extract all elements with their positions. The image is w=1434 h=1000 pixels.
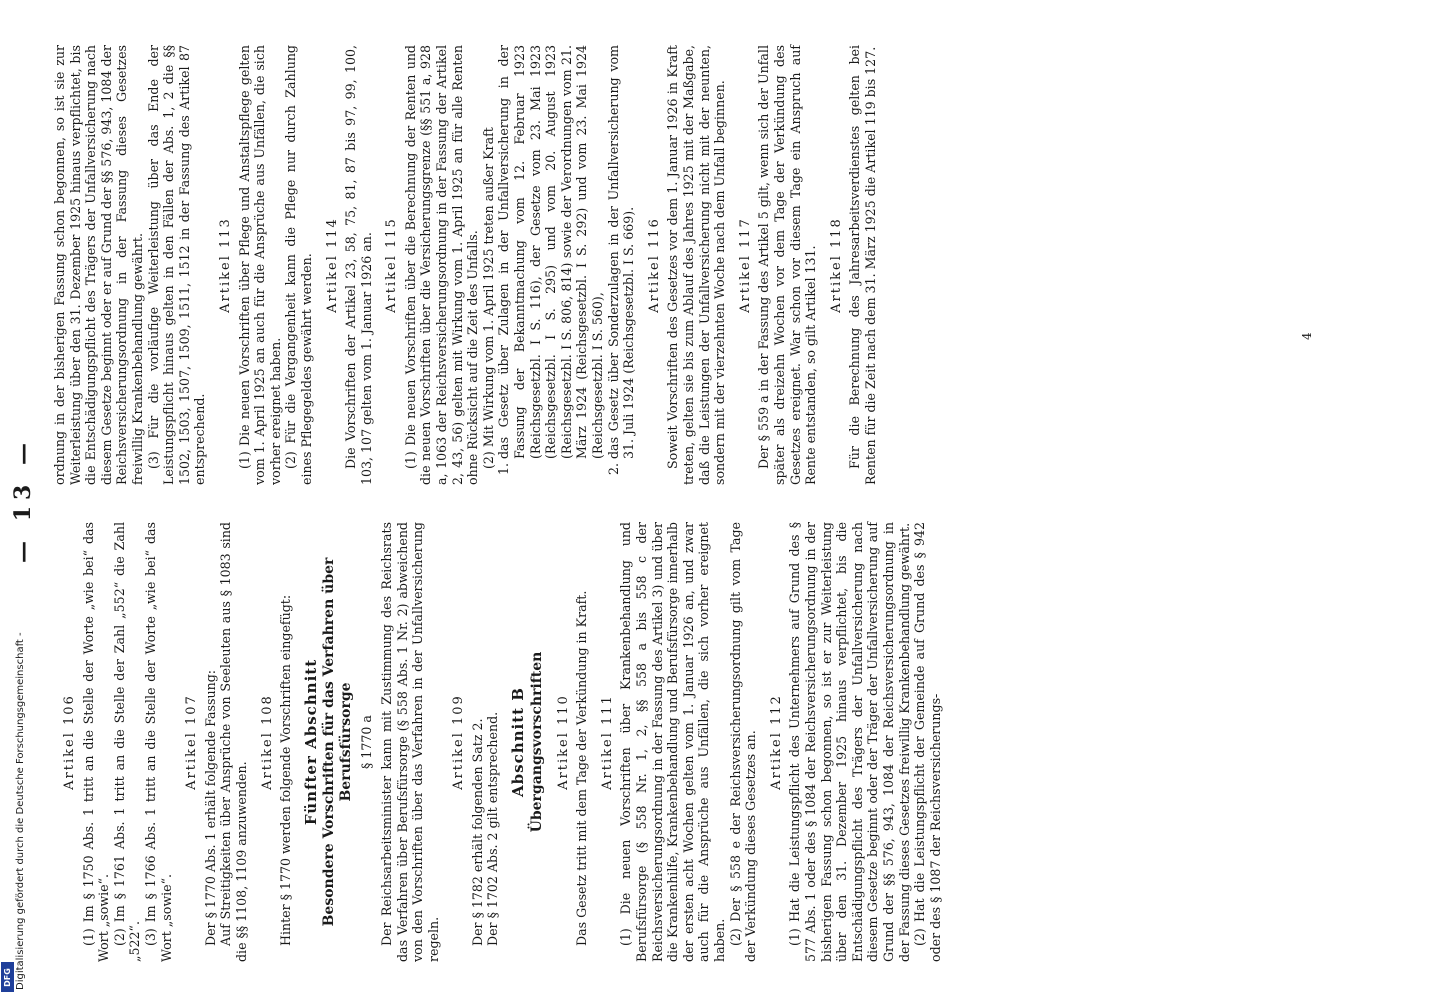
article-106-title: Artikel 106 (62, 694, 77, 790)
continuation-text-2: (3) Für die vorläufige Weiterleistung über das Ende der Leistungspflicht hinaus gelten in den Fällen der Abs. 1, 2 die §§ 1502, 1503, 1507, 1509, 1511, 1512 in der Fassung des Artikel 87 entsprechend. (145, 45, 208, 485)
article-109-title: Artikel 109 (451, 694, 467, 790)
section-5-title: Fünfter Abschnitt (301, 658, 320, 826)
dfg-logo-text: DFG (3, 967, 13, 987)
article-117-title: Artikel 117 (737, 217, 753, 313)
list-item: 2. das Gesetz über Sonderzulagen in der Unfallversicherung vom 31. Juli 1924 (Reichsgesetzbl. I S. 669). (606, 45, 637, 459)
article-106-p3: (3) Im § 1766 Abs. 1 tritt an die Stelle der Worte „wie bei“ das Wort „sowie“. (142, 522, 174, 962)
article-118-p1: Für die Berechnung des Jahresarbeitsverdienstes gelten bei Renten für die Zeit nach dem 31. März 1925 die Artikel 119 bis 127. (847, 45, 878, 485)
article-109-p2: Der § 1702 Abs. 2 gilt entsprechend. (485, 711, 501, 946)
article-115-p1: (1) Die neuen Vorschriften über die Berechnung der Renten und die neuen Vorschriften über die Versicherungsgrenze (§§ 551 a, 928 a, 1063 der Reichsversicherungsordnung in der Fassung der Artikel 2, 43, 56) gelten mit Wirkung vom 1. April 1925 an für alle Renten ohne Rücksicht auf die Zeit des Unfalls. (402, 45, 481, 485)
list-item: 1. das Gesetz über Zulagen in der Unfallversicherung in der Fassung der Bekanntmachung vom 12. Februar 1923 (Reichsgesetzbl. I S. 116), der Gesetze vom 23. Mai 1923 (Reichsgesetzbl. I S. 295) und vom 20. August 1923 (Reichsgesetzbl. I S. 806, 814) sowie der Verordnungen vom 21. März 1924 (Reichsgesetzbl. I S. 292) und vom 23. Mai 1924 (Reichsgesetzbl. I S. 560), (496, 45, 605, 459)
article-115-p2: (2) Mit Wirkung vom 1. April 1925 treten außer Kraft (480, 127, 496, 469)
article-107-p1: Der § 1770 Abs. 1 erhält folgende Fassung: (202, 669, 218, 946)
article-113-title: Artikel 113 (217, 217, 233, 313)
article-107-title: Artikel 107 (184, 694, 200, 790)
article-112-title: Artikel 112 (768, 694, 784, 790)
article-116-p1: Soweit Vorschriften des Gesetzes vor dem 1. Januar 1926 in Kraft treten, gelten sie bis zum Ablauf des Jahres 1925 mit der Maßgabe, daß die Leistungen der Unfallversicherung nicht mit der neunten, sondern mit der vierzehnten Woche nach dem Unfall beginnen. (665, 45, 728, 485)
digitization-credit-text: Digitalisierung gefördert durch die Deutsche Forschungsgemeinschaft - (15, 632, 26, 990)
article-114-p1: Die Vorschriften der Artikel 23, 58, 75, 81, 87 bis 97, 99, 100, 103, 107 gelten vom 1. Januar 1926 an. (343, 45, 374, 485)
section-b-subtitle: Übergangsvorschriften (528, 651, 545, 833)
article-111-p2: (2) Der § 558 e der Reichsversicherungsordnung gilt vom Tage der Verkündung dieses Gesetzes an. (727, 522, 759, 962)
article-106-p1: (1) Im § 1750 Abs. 1 tritt an die Stelle der Worte „wie bei“ das Wort „sowie“. (80, 522, 112, 962)
page-number: — 13 — (10, 437, 36, 563)
article-108-p1: Hinter § 1770 werden folgende Vorschriften eingefügt: (278, 594, 294, 946)
section-5-subtitle: Besondere Vorschriften für das Verfahren über Berufsfürsorge (321, 557, 355, 927)
article-118-title: Artikel 118 (828, 217, 844, 313)
article-113-p2: (2) Für die Vergangenheit kann die Pflege nur durch Zahlung eines Pflegegeldes gewährt werden. (283, 45, 314, 485)
continuation-text: ordnung in der bisherigen Fassung schon begonnen, so ist sie zur Weiterleistung über den 31. Dezember 1925 hinaus verpflichtet, bis die Entschädigungspflicht des Trägers der Unfallversicherung nach diesem Gesetze beginnt oder er auf Grund der §§ 576, 943, 1084 der Reichsversicherungsordnung in der Fassung dieses Gesetzes freiwillig Krankenbehandlung gewährt. (52, 45, 145, 485)
article-111-p1: (1) Die neuen Vorschriften über Krankenbehandlung und Berufsfürsorge (§ 558 Nr. 1, 2, §§ 558 a bis 558 c der Reichsversicherungsordnung in der Fassung des Artikel 3) und über die Krankenhilfe, Krankenbehandlung und Berufsfürsorge innerhalb der ersten acht Wochen gelten vom 1. Januar 1926 an, und zwar auch für die Ansprüche aus Unfällen, die sich vorher ereignet haben. (618, 522, 727, 962)
signature-mark: 4 (1300, 332, 1314, 340)
right-column (52, 45, 879, 485)
paragraph-1770a: § 1770 a (359, 715, 375, 769)
article-117-p1: Der § 559 a in der Fassung des Artikel 5 gilt, wenn sich der Unfall später als dreizehn Wochen vor dem Tage der Verkündung des Gesetzes ereignet. War schon vor diesem Tage ein Anspruch auf Rente entstanden, so gilt Artikel 131. (756, 45, 819, 485)
section-b-title: Abschnitt B (509, 687, 528, 797)
article-110-p1: Das Gesetz tritt mit dem Tage der Verkündung in Kraft. (574, 590, 590, 946)
article-111-title: Artikel 111 (599, 694, 615, 790)
article-114-title: Artikel 114 (324, 217, 340, 313)
article-106-p2: (2) Im § 1761 Abs. 1 tritt an die Stelle der Zahl „552“ die Zahl „522“. (111, 522, 143, 962)
left-column (52, 522, 943, 962)
article-115-title: Artikel 115 (384, 217, 400, 313)
section-5-p1: Der Reichsarbeitsminister kann mit Zustimmung des Reichsrats das Verfahren über Berufsfürsorge (§ 558 Abs. 1 Nr. 2) abweichend von den Vorschriften über das Verfahren in der Unfallversicherung regeln. (378, 522, 441, 962)
article-112-p2: (2) Hat die Leistungspflicht der Gemeinde auf Grund des § 942 oder des § 1087 der Reichsversicherungs- (912, 522, 943, 962)
article-110-title: Artikel 110 (555, 694, 571, 790)
article-109-p1: Der § 1782 erhält folgenden Satz 2. (469, 718, 485, 946)
article-107-p2: Auf Streitigkeiten über Ansprüche von Seeleuten aus § 1083 sind die §§ 1108, 1109 anzuwenden. (218, 522, 249, 962)
article-113-p1: (1) Die neuen Vorschriften über Pflege und Anstaltspflege gelten vom 1. April 1925 an auch für die Ansprüche aus Unfällen, die sich vorher ereignet haben. (236, 45, 283, 485)
dfg-logo-icon (1, 962, 14, 992)
article-108-title: Artikel 108 (259, 694, 275, 790)
article-116-title: Artikel 116 (646, 217, 662, 313)
article-115-list (496, 45, 636, 485)
article-112-p1: (1) Hat die Leistungspflicht des Unternehmers auf Grund des § 577 Abs. 1 oder des § 1084 der Reichsversicherungsordnung in der bisherigen Fassung schon begonnen, so ist er zur Weiterleistung über den 31. Dezember 1925 hinaus verpflichtet, bis die Entschädigungspflicht des Trägers der Unfallversicherung nach diesem Gesetze beginnt oder der Träger der Unfallversicherung auf Grund der §§ 576, 943, 1084 der Reichsversicherungsordnung in der Fassung dieses Gesetzes freiwillig Krankenbehandlung gewährt. (787, 522, 912, 962)
